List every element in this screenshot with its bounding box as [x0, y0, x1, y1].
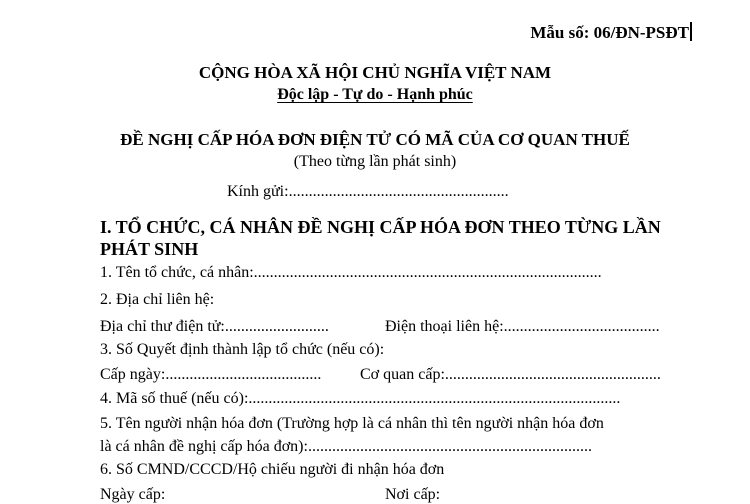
decision-number-field: 3. Số Quyết định thành lập tổ chức (nếu có):: [100, 341, 385, 358]
issue-date-field: Cấp ngày:.......................................: [100, 366, 322, 383]
section-title: I. TỔ CHỨC, CÁ NHÂN ĐỀ NGHỊ CẤP HÓA ĐƠN THEO TỪNG LẦN PHÁT SINH: [100, 217, 661, 259]
org-name-field: 1. Tên tổ chức, cá nhân:.......................................................................................: [100, 264, 602, 281]
form-code-text: Mẫu số: 06/ĐN-PSĐT: [530, 23, 689, 42]
id-number-field: 6. Số CMND/CCCD/Hộ chiếu người đi nhận hóa đơn: [100, 461, 445, 478]
motto: [0, 86, 750, 104]
form-code: [530, 22, 692, 43]
republic-heading: CỘNG HÒA XÃ HỘI CHỦ NGHĨA VIỆT NAM: [198, 63, 552, 82]
address-field: 2. Địa chỉ liên hệ:: [100, 291, 215, 308]
receiver-name-line-1: 5. Tên người nhận hóa đơn (Trường hợp là cá nhân thì tên người nhận hóa đơn: [100, 415, 604, 432]
email-field: Địa chỉ thư điện tử:..........................: [100, 318, 329, 335]
recipient-line: Kính gửi:.......................................................: [227, 183, 509, 200]
receiver-name-line-2: là cá nhân đề nghị cấp hóa đơn):.......................................................................: [100, 438, 592, 455]
text-cursor: [690, 22, 692, 41]
phone-field: Điện thoại liên hệ:.......................................: [385, 318, 660, 335]
tax-code-field: 4. Mã số thuế (nếu có):.............................................................................................: [100, 390, 621, 407]
issuing-agency-field: Cơ quan cấp:......................................................: [360, 366, 661, 383]
document-subtitle: (Theo từng lần phát sinh): [293, 153, 457, 170]
motto-text: Độc lập - Tự do - Hạnh phúc: [277, 86, 473, 103]
id-issue-place-field: Nơi cấp:: [385, 486, 441, 503]
id-issue-date-field: Ngày cấp:: [100, 486, 166, 503]
document-title: ĐỀ NGHỊ CẤP HÓA ĐƠN ĐIỆN TỬ CÓ MÃ CỦA CƠ QUAN THUẾ: [120, 130, 630, 149]
